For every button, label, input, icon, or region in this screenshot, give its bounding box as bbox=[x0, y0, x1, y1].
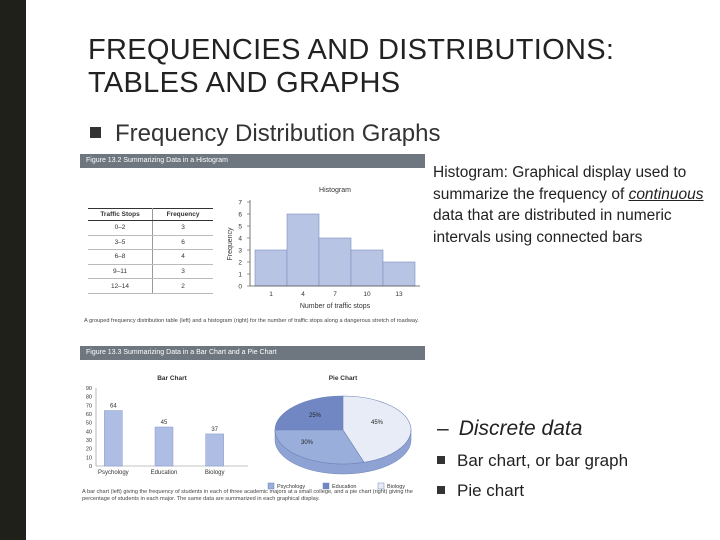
figure2-header: Figure 13.3 Summarizing Data in a Bar Chart and a Pie Chart bbox=[80, 346, 425, 360]
table-row bbox=[88, 264, 213, 279]
pie-chart bbox=[258, 366, 428, 506]
y-tick-label: 3 bbox=[238, 247, 242, 255]
figure-bar-pie bbox=[80, 346, 425, 524]
table-row bbox=[88, 235, 213, 250]
table-cell: 3–5 bbox=[88, 235, 153, 250]
x-tick-label: 4 bbox=[301, 291, 305, 298]
legend-label: Education bbox=[332, 484, 357, 490]
histogram-description bbox=[433, 162, 713, 248]
y-tick-label: 50 bbox=[85, 420, 92, 427]
main-bullet-text: Frequency Distribution Graphs bbox=[115, 120, 441, 147]
table-header-row bbox=[88, 209, 213, 221]
left-light-stripe bbox=[26, 0, 70, 540]
slice-label: 25% bbox=[308, 413, 322, 419]
histogram-bar bbox=[255, 250, 287, 286]
slide-title-line2: TABLES AND GRAPHS bbox=[88, 67, 401, 99]
figure2-caption: A bar chart (left) giving the frequency of students in each of three academic majors at a small college, and a pie chart (right) giving the percentage of students in each major. The same data are summarized in each graphical display. bbox=[82, 489, 413, 502]
figure-histogram bbox=[80, 154, 425, 340]
y-tick-label: 4 bbox=[238, 235, 242, 243]
sub-item-text: Pie chart bbox=[457, 481, 525, 500]
y-axis-label: Frequency bbox=[227, 227, 234, 261]
square-bullet-icon bbox=[437, 456, 445, 464]
y-tick-label: 7 bbox=[238, 199, 242, 207]
sub-heading-text: Discrete data bbox=[458, 417, 583, 440]
table-row bbox=[88, 250, 213, 265]
y-tick-label: 20 bbox=[85, 446, 92, 453]
y-tick-label: 5 bbox=[238, 223, 242, 231]
chart-title: Bar Chart bbox=[157, 375, 187, 382]
y-tick-label: 40 bbox=[85, 429, 92, 436]
bar bbox=[104, 411, 122, 466]
bar bbox=[206, 434, 224, 466]
table-cell: 12–14 bbox=[88, 279, 153, 294]
data-label: 37 bbox=[211, 426, 219, 433]
table-cell: 3 bbox=[153, 221, 214, 236]
left-accent-bar bbox=[0, 0, 70, 540]
bar-chart bbox=[80, 366, 250, 481]
table-cell: 0–2 bbox=[88, 221, 153, 236]
slice-label: 30% bbox=[300, 440, 314, 446]
slice-label: 45% bbox=[370, 420, 384, 426]
y-tick-label: 90 bbox=[85, 386, 92, 392]
bar bbox=[155, 427, 173, 466]
x-tick-label: 10 bbox=[363, 291, 371, 298]
y-tick-label: 0 bbox=[88, 464, 92, 470]
table-header-cell: Frequency bbox=[153, 209, 214, 221]
x-tick-label: Biology bbox=[204, 470, 225, 476]
y-tick-label: 80 bbox=[85, 394, 92, 401]
slide-title-line1: FREQUENCIES AND DISTRIBUTIONS: bbox=[88, 34, 615, 66]
table-row bbox=[88, 221, 213, 236]
histogram-chart bbox=[220, 174, 425, 314]
y-tick-label: 6 bbox=[238, 211, 242, 219]
table-cell: 3 bbox=[153, 264, 214, 279]
table-header-cell: Traffic Stops bbox=[88, 209, 153, 221]
table-cell: 4 bbox=[153, 250, 214, 265]
chart-title: Histogram bbox=[319, 187, 351, 194]
histogram-bar bbox=[319, 238, 351, 286]
legend-label: Biology bbox=[387, 484, 406, 490]
figure1-header: Figure 13.2 Summarizing Data in a Histogram bbox=[80, 154, 425, 168]
dash-bullet: – bbox=[437, 417, 449, 440]
y-tick-label: 30 bbox=[85, 438, 92, 444]
frequency-table bbox=[88, 208, 213, 294]
x-tick-label: 1 bbox=[269, 291, 273, 298]
description-text-pre: Histogram: Graphical display used to summarize the frequency of bbox=[433, 164, 687, 203]
legend-label: Psychology bbox=[277, 484, 306, 490]
table-cell: 2 bbox=[153, 279, 214, 294]
description-text-post: data that are distributed in numeric intervals using connected bars bbox=[433, 207, 672, 246]
figure1-caption: A grouped frequency distribution table (left) and a histogram (right) for the number of traffic stops along a dangerous stretch of roadway. bbox=[84, 318, 419, 324]
data-label: 64 bbox=[109, 403, 117, 410]
sub-item bbox=[437, 481, 524, 501]
y-tick-label: 70 bbox=[85, 403, 92, 410]
main-bullet bbox=[90, 120, 440, 148]
sub-heading bbox=[437, 417, 582, 441]
table-cell: 6 bbox=[153, 235, 214, 250]
y-tick-label: 1 bbox=[238, 271, 242, 279]
x-tick-label: Psychology bbox=[97, 470, 129, 476]
y-tick-label: 0 bbox=[238, 283, 242, 291]
x-tick-label: Education bbox=[150, 470, 178, 476]
histogram-bar bbox=[383, 262, 415, 286]
square-bullet-icon bbox=[90, 127, 101, 138]
histogram-bar bbox=[351, 250, 383, 286]
sub-item-text: Bar chart, or bar graph bbox=[457, 451, 629, 470]
square-bullet-icon bbox=[437, 486, 445, 494]
x-axis-label: Number of traffic stops bbox=[299, 303, 371, 310]
x-tick-label: 13 bbox=[395, 291, 403, 298]
table-cell: 9–11 bbox=[88, 264, 153, 279]
slide-title bbox=[88, 34, 688, 100]
table-cell: 6–8 bbox=[88, 250, 153, 265]
y-tick-label: 10 bbox=[85, 455, 92, 462]
y-tick-label: 60 bbox=[85, 412, 92, 418]
left-dark-stripe bbox=[0, 0, 26, 540]
description-emphasis: continuous bbox=[628, 185, 704, 203]
histogram-bar bbox=[287, 214, 319, 286]
table-row bbox=[88, 279, 213, 294]
sub-item bbox=[437, 451, 628, 471]
x-tick-label: 7 bbox=[333, 291, 337, 298]
data-label: 45 bbox=[160, 420, 168, 426]
chart-title: Pie Chart bbox=[328, 375, 358, 382]
y-tick-label: 2 bbox=[238, 259, 242, 267]
